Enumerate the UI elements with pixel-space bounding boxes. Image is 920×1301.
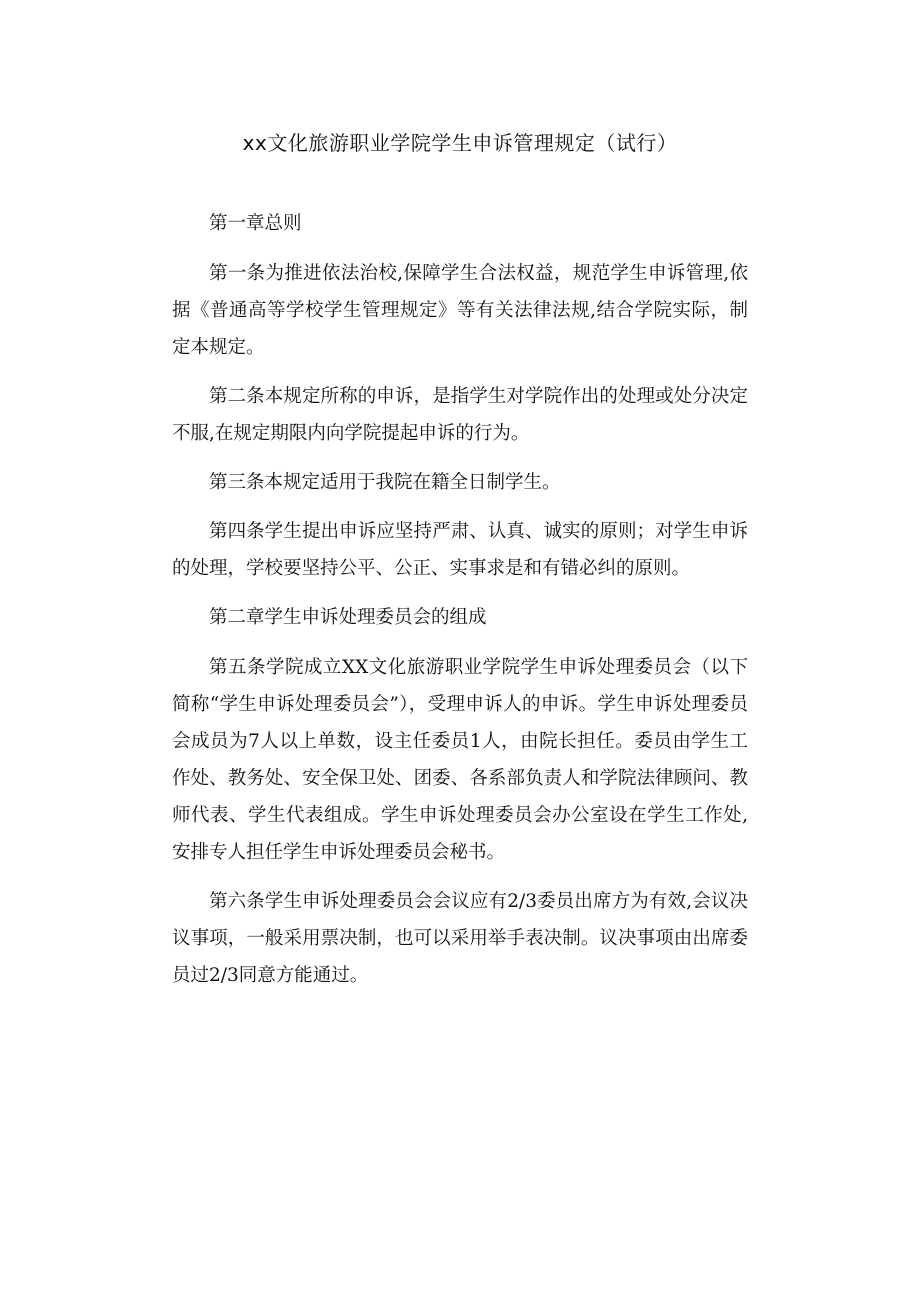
- article-5: 第五条学院成立XX文化旅游职业学院学生申诉处理委员会（以下简称“学生申诉处理委员会”），受理申诉人的申诉。学生申诉处理委员会成员为7人以上单数，设主任委员1人，由院长担任。委员由学生工作处、教务处、安全保卫处、团委、各系部负责人和学院法律顾问、教师代表、学生代表组成。学生申诉处理委员会办公室设在学生工作处,安排专人担任学生申诉处理委员会秘书。: [172, 657, 748, 863]
- chapter-1-heading: 第一章总则: [209, 213, 302, 234]
- article-4: 第四条学生提出申诉应坚持严肃、认真、诚实的原则；对学生申诉的处理，学校要坚持公平、公正、实事求是和有错必纠的原则。: [172, 521, 748, 579]
- article-2: 第二条本规定所称的申诉，是指学生对学院作出的处理或处分决定不服,在规定期限内向学院提起申诉的行为。: [172, 386, 748, 444]
- article-1: 第一条为推进依法治校,保障学生合法权益，规范学生申诉管理,依据《普通高等学校学生管理规定》等有关法律法规,结合学院实际，制定本规定。: [172, 263, 748, 358]
- article-3: 第三条本规定适用于我院在籍全日制学生。: [209, 472, 561, 493]
- article-6: 第六条学生申诉处理委员会会议应有2/3委员出席方为有效,会议决议事项，一般采用票决制，也可以采用举手表决制。议决事项由出席委员过2/3同意方能通过。: [172, 891, 748, 986]
- document-body: [172, 205, 748, 1006]
- chapter-2-heading: 第二章学生申诉处理委员会的组成: [209, 607, 487, 628]
- document-title: xx文化旅游职业学院学生申诉管理规定（试行）: [242, 131, 678, 155]
